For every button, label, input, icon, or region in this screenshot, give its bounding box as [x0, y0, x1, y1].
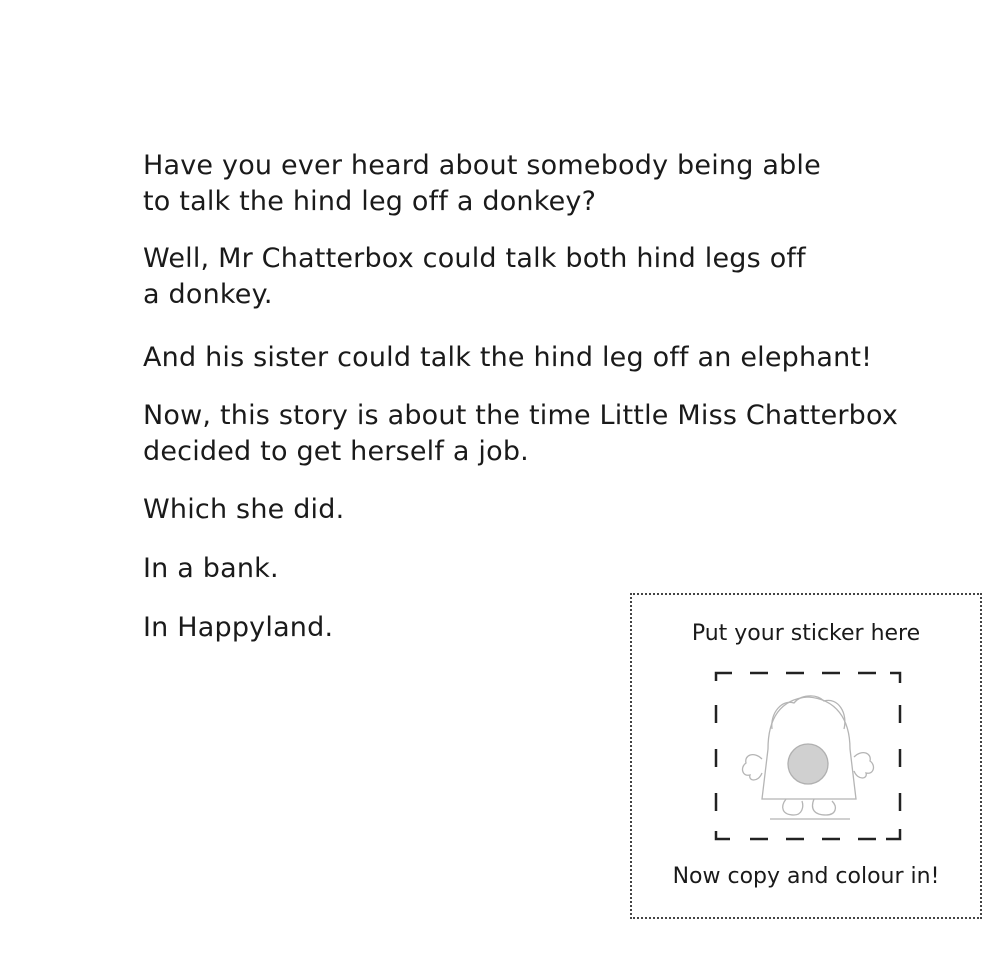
- paragraph-4: [143, 398, 898, 470]
- paragraph-2: [143, 241, 806, 313]
- sticker-caption-bottom: Now copy and colour in!: [672, 864, 940, 889]
- paragraph-line: a donkey.: [143, 279, 273, 310]
- paragraph-line: And his sister could talk the hind leg off an elephant!: [143, 342, 873, 373]
- paragraph-1: [143, 148, 821, 220]
- paragraph-line: Now, this story is about the time Little Miss Chatterbox: [143, 400, 899, 431]
- paragraph-line: to talk the hind leg off a donkey?: [143, 186, 597, 217]
- paragraph-7: [143, 610, 333, 646]
- paragraph-line: In Happyland.: [143, 612, 334, 643]
- paragraph-6: [143, 551, 279, 587]
- paragraph-5: [143, 492, 344, 528]
- sticker-caption-top: Put your sticker here: [691, 621, 921, 646]
- paragraph-line: Which she did.: [143, 494, 345, 525]
- paragraph-3: [143, 340, 872, 376]
- paragraph-line: In a bank.: [143, 553, 279, 584]
- character-outline-icon: [743, 696, 874, 819]
- paragraph-line: Well, Mr Chatterbox could talk both hind legs off: [143, 243, 806, 274]
- paragraph-line: Have you ever heard about somebody being able: [143, 150, 821, 181]
- paragraph-line: decided to get herself a job.: [143, 436, 529, 467]
- sticker-area: [630, 593, 982, 919]
- sticker-placeholder-frame: [710, 669, 906, 845]
